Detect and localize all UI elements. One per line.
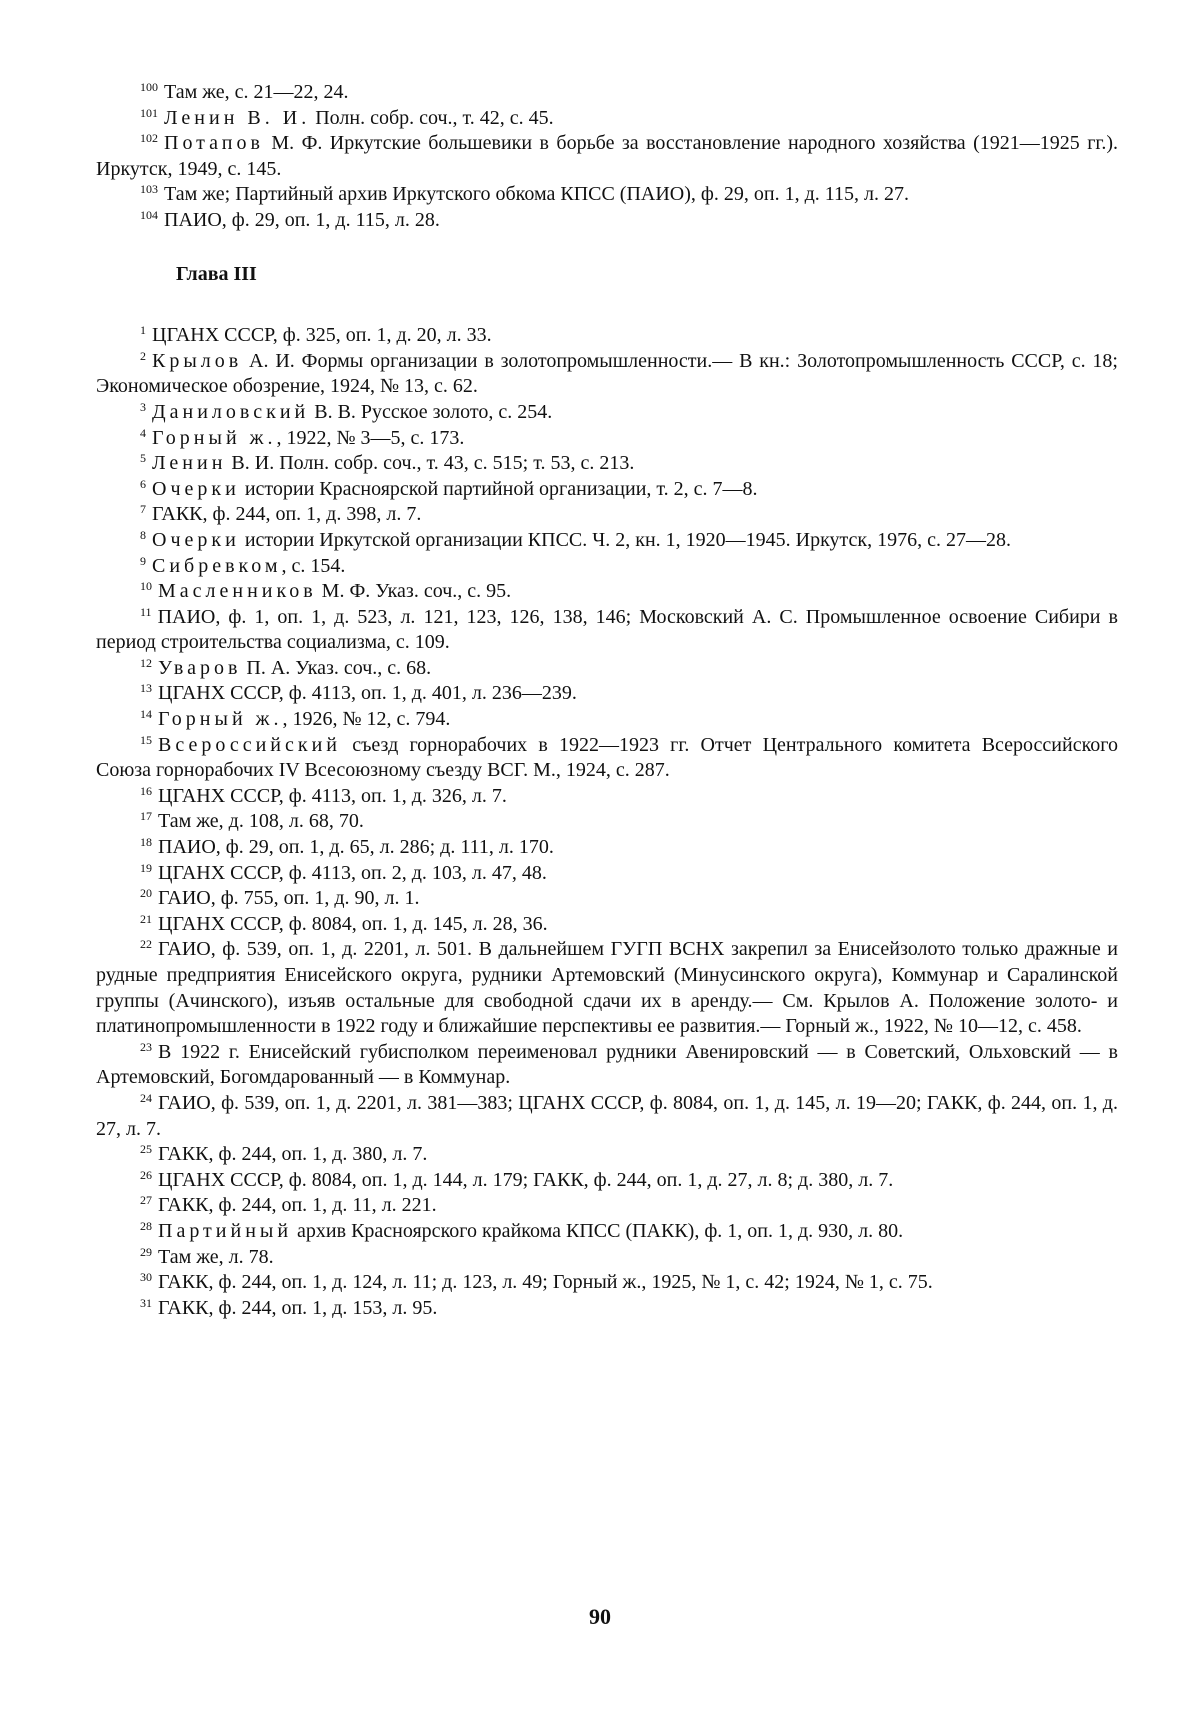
footnote-number: 100	[140, 80, 158, 94]
footnote-number: 15	[140, 732, 152, 747]
footnote	[96, 1270, 1118, 1296]
footnote-number: 2	[140, 348, 146, 363]
footnotes-previous-chapter	[96, 80, 1118, 234]
footnote-text: ГАИО, ф. 539, оп. 1, д. 2201, л. 381—383; ЦГАНХ СССР, ф. 8084, оп. 1, д. 145, л. 19—20; ГАКК, ф. 244, оп. 1, д. 27, л. 7.	[96, 1091, 1118, 1140]
footnote	[96, 681, 1118, 707]
footnote-number: 104	[140, 207, 158, 222]
footnote	[96, 1040, 1118, 1091]
footnote-number: 12	[140, 655, 152, 670]
footnote-text: В. И. Полн. собр. соч., т. 43, с. 515; т. 53, с. 213.	[226, 452, 635, 475]
footnote-author: Потапов	[164, 132, 264, 155]
footnote	[96, 182, 1118, 208]
footnote-number: 22	[140, 937, 152, 952]
footnote-number: 17	[140, 809, 152, 824]
footnote	[96, 937, 1118, 1039]
footnote-text: ГАКК, ф. 244, оп. 1, д. 124, л. 11; д. 123, л. 49; Горный ж., 1925, № 1, с. 42; 1924, № 1, с. 75.	[158, 1271, 933, 1294]
footnote-number: 29	[140, 1244, 152, 1259]
footnote	[96, 106, 1118, 132]
footnote-author: Сибревком	[152, 554, 282, 577]
chapter-heading: Глава III	[176, 262, 257, 285]
footnote-text: ГАКК, ф. 244, оп. 1, д. 380, л. 7.	[158, 1143, 428, 1166]
footnote	[96, 80, 1118, 106]
footnote-number: 18	[140, 835, 152, 850]
footnote-author: Всероссийский	[158, 733, 341, 756]
footnote-number: 16	[140, 783, 152, 798]
footnote-text: Там же, д. 108, л. 68, 70.	[158, 810, 364, 833]
footnote-number: 19	[140, 860, 152, 875]
footnote-number: 25	[140, 1142, 152, 1157]
footnote-number: 4	[140, 425, 146, 440]
footnote	[96, 1245, 1118, 1271]
footnote-text: А. И. Формы организации в золотопромышленности.— В кн.: Золотопромышленность СССР, с. 18; Экономическое обозрение, 1924, № 13, с. 62.	[96, 349, 1118, 398]
footnote-text: Полн. собр. соч., т. 42, с. 45.	[310, 106, 554, 129]
footnote	[96, 707, 1118, 733]
footnote-number: 26	[140, 1167, 152, 1182]
footnotes-block	[96, 80, 1118, 1321]
footnote-number: 13	[140, 681, 152, 696]
footnote	[96, 131, 1118, 182]
footnote-text: Там же; Партийный архив Иркутского обкома КПСС (ПАИО), ф. 29, оп. 1, д. 115, л. 27.	[164, 183, 909, 206]
footnote	[96, 502, 1118, 528]
footnote-author: Масленников	[158, 580, 317, 603]
footnote	[96, 809, 1118, 835]
footnote-text: истории Красноярской партийной организации, т. 2, с. 7—8.	[239, 477, 758, 500]
footnote-number: 28	[140, 1218, 152, 1233]
footnote-text: ЦГАНХ СССР, ф. 4113, оп. 1, д. 401, л. 236—239.	[158, 682, 577, 705]
footnote-number: 101	[140, 105, 158, 120]
footnote-text: , 1926, № 12, с. 794.	[282, 708, 451, 731]
footnote-number: 7	[140, 502, 146, 517]
footnote-number: 10	[140, 579, 152, 594]
footnote-text: М. Ф. Указ. соч., с. 95.	[316, 580, 512, 603]
footnote	[96, 886, 1118, 912]
footnote	[96, 656, 1118, 682]
footnote-number: 21	[140, 911, 152, 926]
footnote-number: 23	[140, 1039, 152, 1054]
footnote-number: 9	[140, 553, 146, 568]
footnote-author: Горный ж.	[158, 708, 283, 731]
footnote-text: ЦГАНХ СССР, ф. 8084, оп. 1, д. 145, л. 28, 36.	[158, 912, 548, 935]
footnote	[96, 349, 1118, 400]
footnote-text: ГАКК, ф. 244, оп. 1, д. 153, л. 95.	[158, 1296, 438, 1319]
footnote-text: М. Ф. Иркутские большевики в борьбе за восстановление народного хозяйства (1921—1925 гг.). Иркутск, 1949, с. 145.	[96, 132, 1118, 180]
footnote-number: 30	[140, 1270, 152, 1285]
footnote	[96, 323, 1118, 349]
footnote-text: ЦГАНХ СССР, ф. 4113, оп. 1, д. 326, л. 7.	[158, 784, 507, 807]
footnote-text: Там же, л. 78.	[158, 1245, 274, 1268]
footnote-text: В. В. Русское золото, с. 254.	[309, 400, 553, 423]
footnotes-chapter-three	[96, 323, 1118, 1321]
footnote-author: Очерки	[152, 528, 240, 551]
footnote-number: 14	[140, 707, 152, 722]
footnote-text: ЦГАНХ СССР, ф. 4113, оп. 2, д. 103, л. 47, 48.	[158, 861, 547, 884]
footnote	[96, 400, 1118, 426]
footnote-text: архив Красноярского крайкома КПСС (ПАКК), ф. 1, оп. 1, д. 930, л. 80.	[292, 1219, 904, 1242]
footnote	[96, 1142, 1118, 1168]
footnote-text: съезд горнорабочих в 1922—1923 гг. Отчет Центрального комитета Всероссийского Союза горнорабочих IV Всесоюзному съезду ВСГ. М., 1924, с. 287.	[96, 733, 1118, 782]
footnote-number: 1	[140, 323, 146, 338]
footnote	[96, 554, 1118, 580]
footnote	[96, 426, 1118, 452]
footnote-number: 102	[140, 131, 158, 146]
footnote-author: Горный ж.	[152, 426, 277, 449]
footnote-text: ЦГАНХ СССР, ф. 325, оп. 1, д. 20, л. 33.	[152, 324, 492, 347]
footnote-text: В 1922 г. Енисейский губисполком переименовал рудники Авенировский — в Советский, Ольховский — в Артемовский, Богомдарованный — в Коммунар.	[96, 1040, 1118, 1089]
footnote-text: ПАИО, ф. 29, оп. 1, д. 115, л. 28.	[164, 208, 440, 231]
footnote	[96, 1296, 1118, 1322]
footnote-author: Очерки	[152, 477, 240, 500]
footnote	[96, 477, 1118, 503]
footnote	[96, 208, 1118, 234]
footnote-text: ГАКК, ф. 244, оп. 1, д. 11, л. 221.	[158, 1194, 437, 1217]
footnote	[96, 451, 1118, 477]
footnote-number: 103	[140, 182, 158, 197]
footnote-text: , 1922, № 3—5, с. 173.	[276, 426, 465, 449]
footnote-text: ПАИО, ф. 29, оп. 1, д. 65, л. 286; д. 111, л. 170.	[158, 836, 554, 859]
footnote-number: 24	[140, 1090, 152, 1105]
footnote-number: 11	[140, 604, 152, 619]
footnote-number: 6	[140, 476, 146, 491]
footnote-author: Ленин	[152, 452, 227, 475]
footnote	[96, 861, 1118, 887]
footnote-number: 20	[140, 886, 152, 901]
footnote-number: 8	[140, 527, 146, 542]
footnote-text: ГАИО, ф. 755, оп. 1, д. 90, л. 1.	[158, 887, 420, 910]
footnote	[96, 733, 1118, 784]
footnote-text: ГАИО, ф. 539, оп. 1, д. 2201, л. 501. В дальнейшем ГУГП ВСНХ закрепил за Енисейзолото только дражные и рудные предприятия Енисейского округа, рудники Артемовский (Минусинского округа), Коммунар и Саралинской группы (Ачинского), изъяв остальные для свободной сдачи их в аренду.— См. Крылов А. Положение золото- и платинопромышленности в 1922 году и ближайшие перспективы ее развития.— Горный ж., 1922, № 10—12, с. 458.	[96, 938, 1118, 1038]
footnote-number: 27	[140, 1193, 152, 1208]
footnote	[96, 1091, 1118, 1142]
footnote-text: ПАИО, ф. 1, оп. 1, д. 523, л. 121, 123, 126, 138, 146; Московский А. С. Промышленное освоение Сибири в период строительства социализма, с. 109.	[96, 605, 1118, 654]
footnote-author: Ленин В. И.	[164, 106, 311, 129]
footnote-text: П. А. Указ. соч., с. 68.	[241, 656, 432, 679]
footnote-author: Уваров	[158, 656, 242, 679]
footnote-number: 31	[140, 1295, 152, 1310]
footnote	[96, 1168, 1118, 1194]
footnote	[96, 528, 1118, 554]
footnote	[96, 835, 1118, 861]
footnote-number: 3	[140, 399, 146, 414]
footnote-text: ГАКК, ф. 244, оп. 1, д. 398, л. 7.	[152, 503, 422, 526]
footnote-number: 5	[140, 451, 146, 466]
footnote-author: Даниловский	[152, 400, 310, 423]
footnote	[96, 784, 1118, 810]
footnote-text: , с. 154.	[281, 554, 346, 577]
footnote-text: истории Иркутской организации КПСС. Ч. 2, кн. 1, 1920—1945. Иркутск, 1976, с. 27—28.	[239, 528, 1012, 551]
footnote	[96, 1219, 1118, 1245]
footnote-text: ЦГАНХ СССР, ф. 8084, оп. 1, д. 144, л. 179; ГАКК, ф. 244, оп. 1, д. 27, л. 8; д. 380, л. 7.	[158, 1168, 894, 1191]
page-number: 90	[589, 1604, 611, 1629]
footnote-author: Крылов	[152, 349, 243, 372]
footnote	[96, 579, 1118, 605]
footnote-author: Партийный	[158, 1219, 293, 1242]
footnote	[96, 912, 1118, 938]
footnote-text: Там же, с. 21—22, 24.	[164, 81, 349, 103]
footnote	[96, 1193, 1118, 1219]
footnote	[96, 605, 1118, 656]
